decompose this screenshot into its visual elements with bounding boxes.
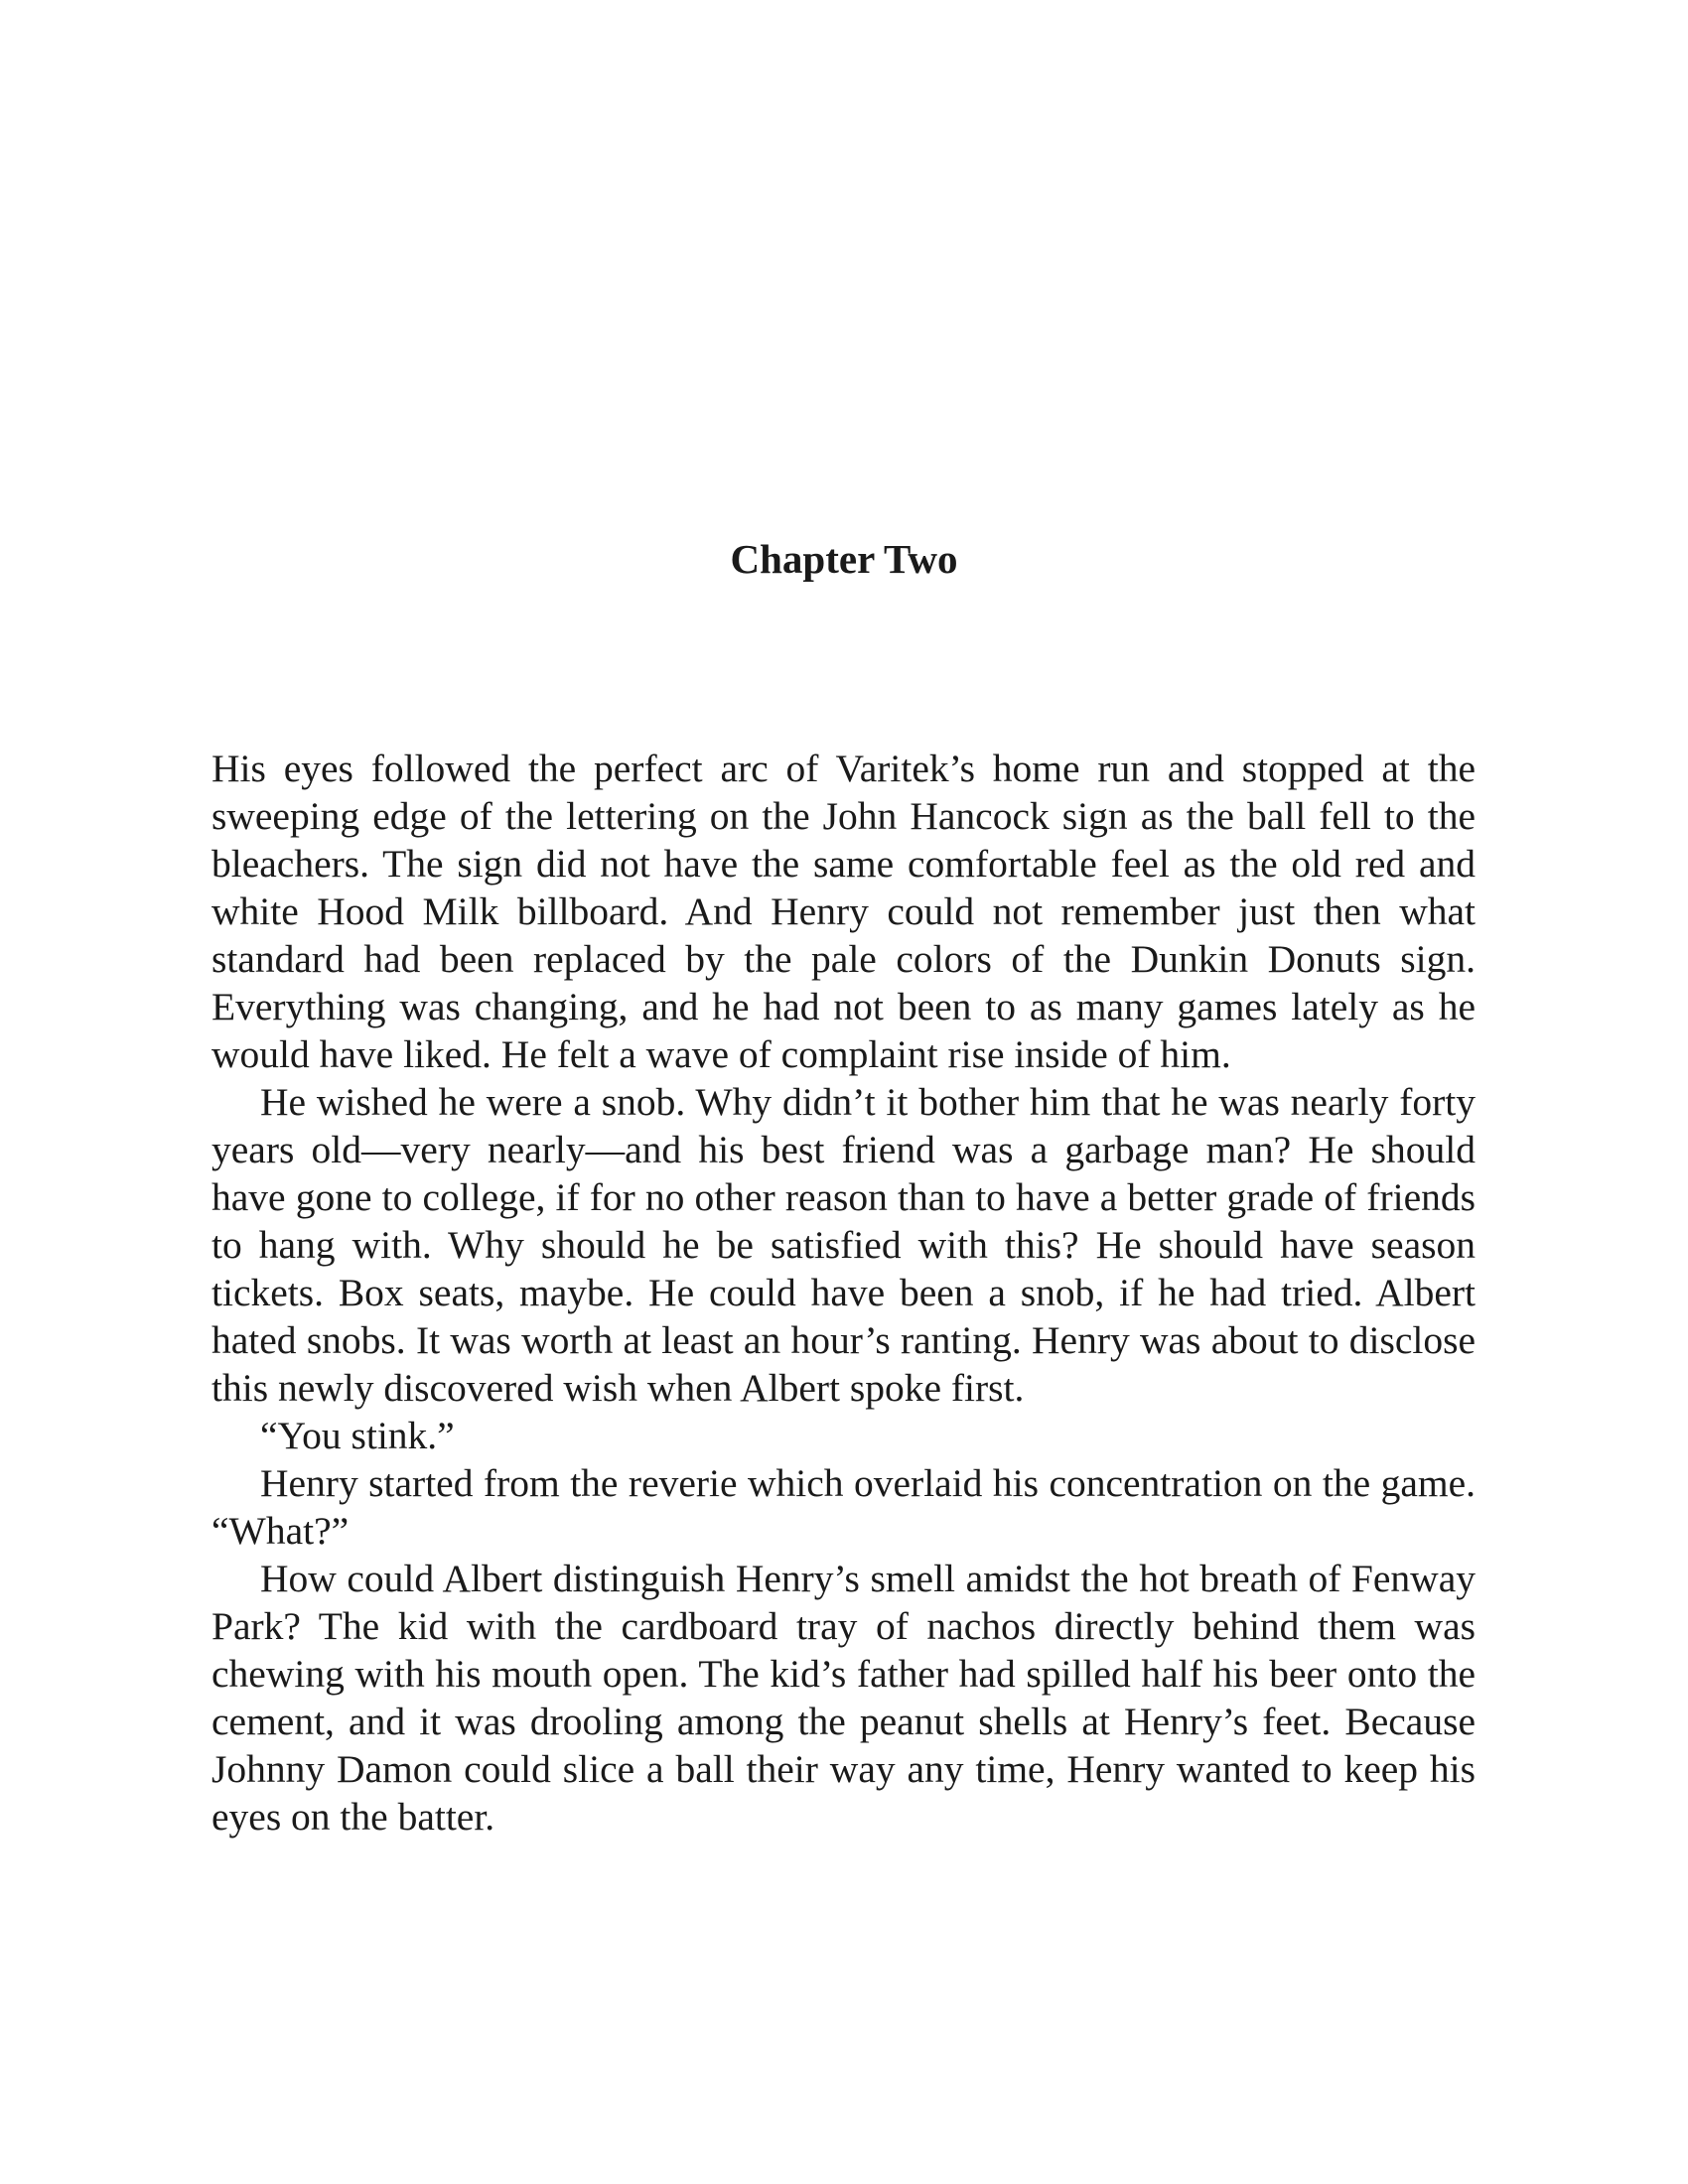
paragraph-3: “You stink.” bbox=[260, 1414, 455, 1457]
chapter-body bbox=[211, 745, 1476, 1841]
paragraph-1: His eyes followed the perfect arc of Varitek’s home run and stopped at the sweeping edge of the lettering on the John Hancock sign as the ball fell to the bleachers. The sign did not have the same comfortable feel as the old red and white Hood Milk billboard. And Henry could not remember just then what standard had been replaced by the pale colors of the Dunkin Donuts sign. Everything was changing, and he had not been to as many games lately as he would have liked. He felt a wave of complaint rise inside of him. bbox=[211, 747, 1476, 1076]
chapter-title: Chapter Two bbox=[730, 536, 958, 582]
paragraph-4: Henry started from the reverie which overlaid his concentration on the game. “What?” bbox=[211, 1461, 1476, 1553]
paragraph-5: How could Albert distinguish Henry’s smell amidst the hot breath of Fenway Park? The kid with the cardboard tray of nachos directly behind them was chewing with his mouth open. The kid’s father had spilled half his beer onto the cement, and it was drooling among the peanut shells at Henry’s feet. Because Johnny Damon could slice a ball their way any time, Henry wanted to keep his eyes on the batter. bbox=[211, 1557, 1476, 1839]
paragraph-2: He wished he were a snob. Why didn’t it bother him that he was nearly forty years old—very nearly—and his best friend was a garbage man? He should have gone to college, if for no other reason than to have a better grade of friends to hang with. Why should he be satisfied with this? He should have season tickets. Box seats, maybe. He could have been a snob, if he had tried. Albert hated snobs. It was worth at least an hour’s ranting. Henry was about to disclose this newly discovered wish when Albert spoke first. bbox=[211, 1080, 1476, 1410]
